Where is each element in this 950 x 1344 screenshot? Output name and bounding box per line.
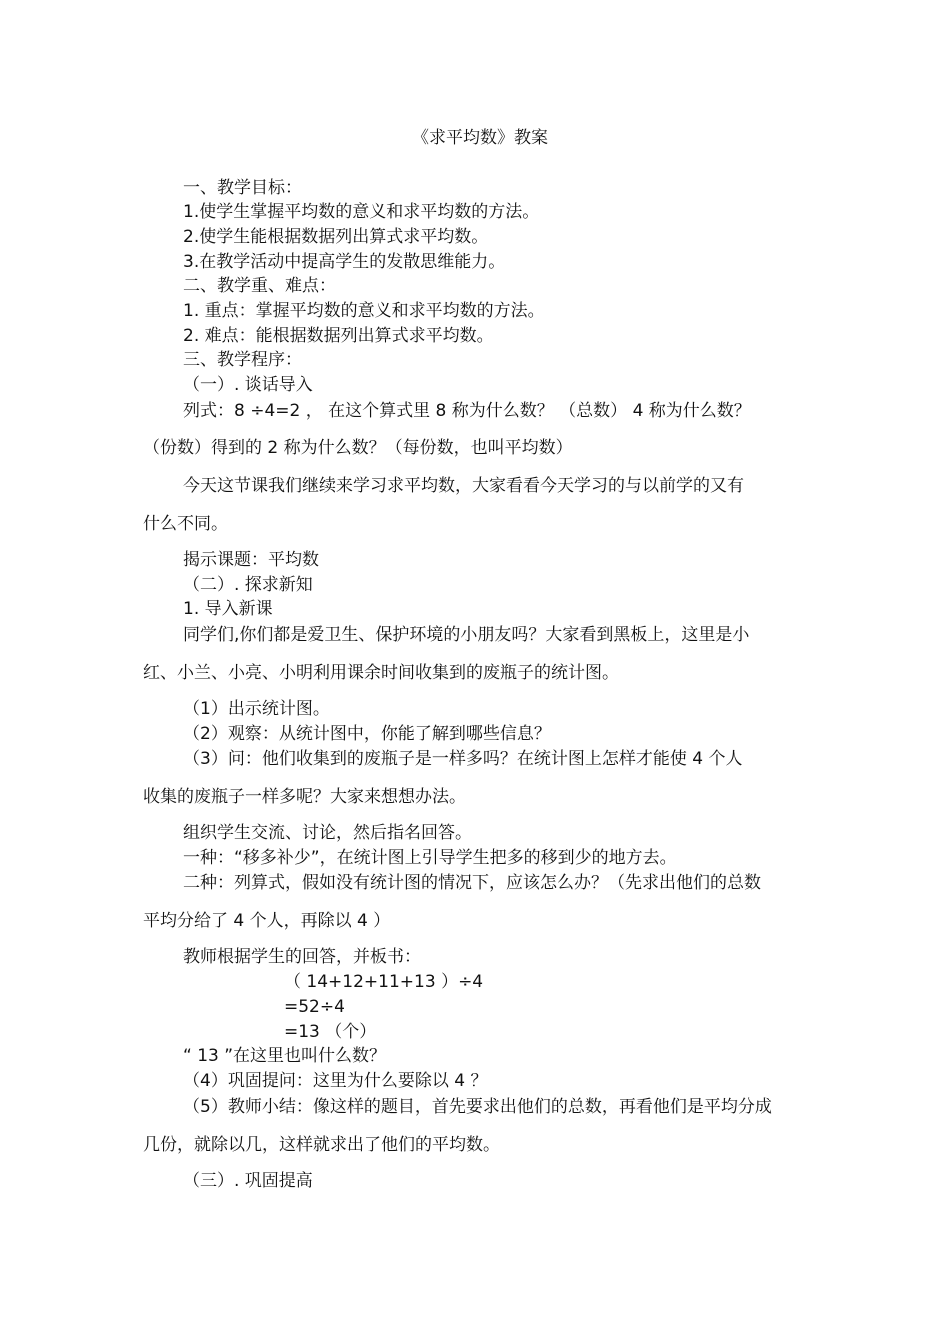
text-line: 教师根据学生的回答，并板书： [183,947,421,967]
section-heading: 一、教学目标： [183,178,302,198]
text-line: 1. 重点：掌握平均数的意义和求平均数的方法。 [183,301,545,321]
section-heading: 二、教学重、难点： [183,276,336,296]
text-line: 平均分给了 4 个人，再除以 4 ） [143,911,391,931]
text-line: 2.使学生能根据数据列出算式求平均数。 [183,227,489,247]
text-line: （4）巩固提问：这里为什么要除以 4 ？ [183,1071,488,1091]
subsection-heading: （一）. 谈话导入 [183,375,313,395]
subsection-heading: （二）. 探求新知 [183,575,313,595]
text-line: 3.在教学活动中提高学生的发散思维能力。 [183,252,506,272]
document-title: 《求平均数》教案 [412,128,548,148]
text-line: 列式：8 ÷4=2 ， 在这个算式里 8 称为什么数？ （总数） 4 称为什么数？ [183,401,751,421]
text-line: 几份，就除以几，这样就求出了他们的平均数。 [143,1135,500,1155]
subsection-heading: （三）. 巩固提高 [183,1171,313,1191]
text-line: （份数）得到的 2 称为什么数？（每份数，也叫平均数） [143,438,573,458]
formula-line: （ 14+12+11+13 ）÷4 [284,972,484,992]
text-line: 1.使学生掌握平均数的意义和求平均数的方法。 [183,202,540,222]
text-line: 二种：列算式，假如没有统计图的情况下，应该怎么办？（先求出他们的总数 [183,873,761,893]
text-line: 揭示课题：平均数 [183,550,319,570]
text-line: “ 13 ”在这里也叫什么数？ [183,1046,387,1066]
section-heading: 三、教学程序： [183,350,302,370]
text-line: 同学们,你们都是爱卫生、保护环境的小朋友吗？大家看到黑板上，这里是小 [183,625,750,645]
formula-line: =52÷4 [284,997,345,1017]
text-line: 收集的废瓶子一样多呢？大家来想想办法。 [143,787,466,807]
text-line: （5）教师小结：像这样的题目，首先要求出他们的总数，再看他们是平均分成 [183,1097,772,1117]
text-line: 今天这节课我们继续来学习求平均数，大家看看今天学习的与以前学的又有 [183,476,744,496]
text-line: 一种：“移多补少”，在统计图上引导学生把多的移到少的地方去。 [183,848,677,868]
text-line: 1. 导入新课 [183,599,273,619]
text-line: 什么不同。 [143,514,228,534]
text-line: （3）问：他们收集到的废瓶子是一样多吗？在统计图上怎样才能使 4 个人 [183,749,743,769]
text-line: 2. 难点：能根据数据列出算式求平均数。 [183,326,494,346]
text-line: 红、小兰、小亮、小明利用课余时间收集到的废瓶子的统计图。 [143,663,619,683]
formula-line: =13 （个） [284,1022,377,1042]
text-line: （2）观察：从统计图中，你能了解到哪些信息？ [183,724,551,744]
text-line: 组织学生交流、讨论，然后指名回答。 [183,823,472,843]
text-line: （1）出示统计图。 [183,699,330,719]
